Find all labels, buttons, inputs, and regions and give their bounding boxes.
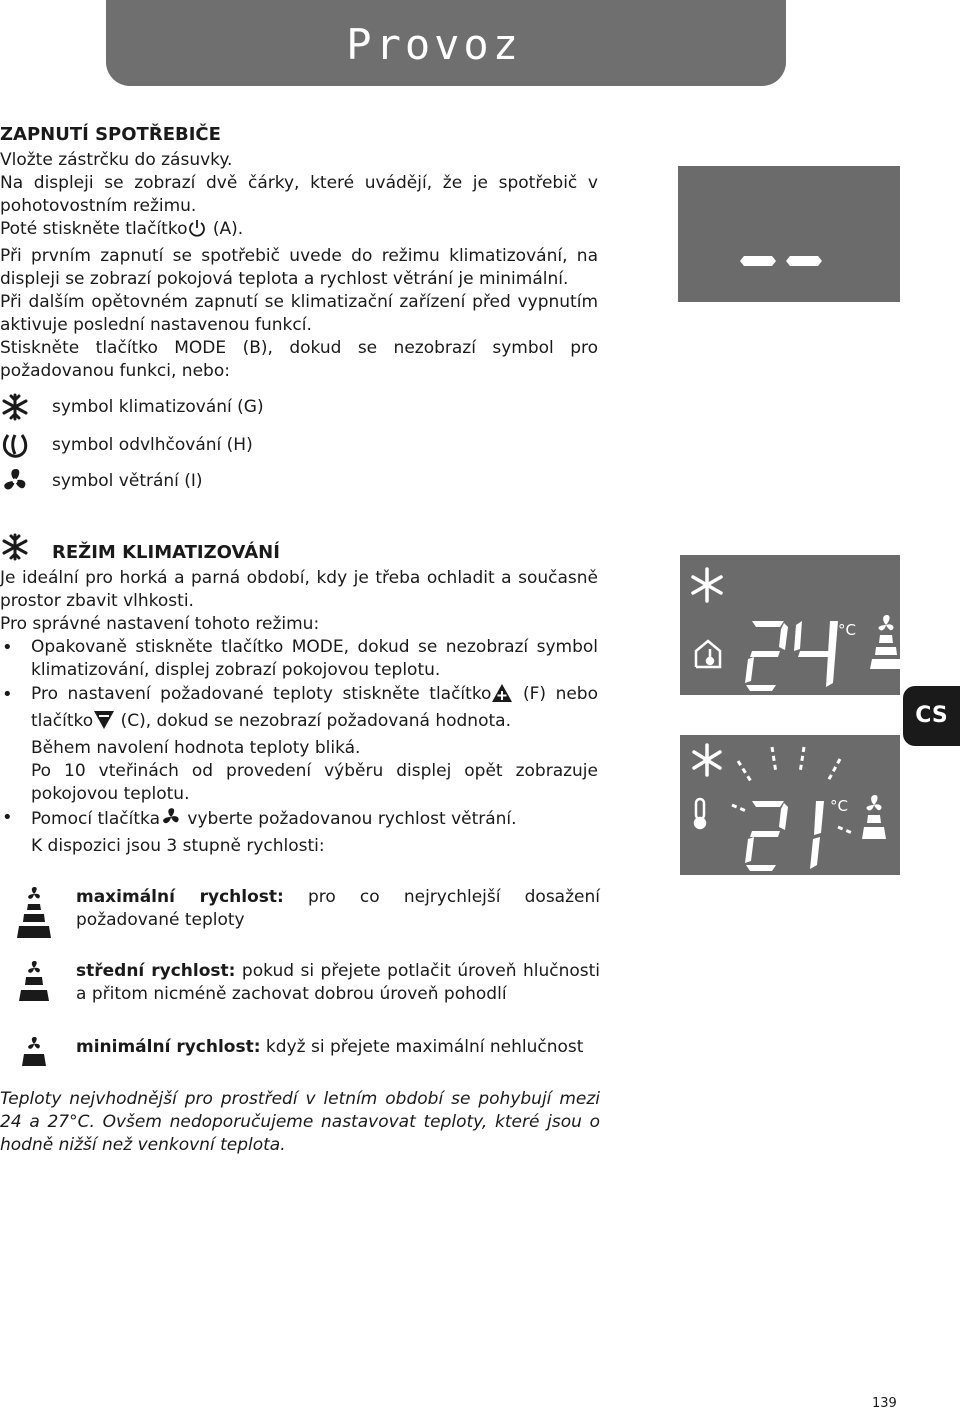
home-thermometer-icon [696, 641, 720, 667]
fan-speed-mid-icon [12, 960, 56, 1011]
minus-button-icon [93, 710, 115, 737]
power-icon [187, 218, 207, 245]
temperature-note: Teploty nejvhodnější pro prostředí v letním období se pohybují mezi 24 a 27°C. Ovšem nedoporučujeme nastavovat teploty, které jsou o hodně nižší než venkovní teplota. [0, 1089, 600, 1155]
speed-description [76, 1036, 600, 1059]
speed-text: když si přejete maximální nehlučnost [260, 1037, 584, 1057]
fan-icon [160, 806, 182, 835]
language-tab: CS [903, 686, 960, 746]
thermometer-icon [695, 799, 705, 828]
plus-button-icon [491, 683, 513, 710]
display-room-temp [680, 555, 900, 695]
page-number: 139 [872, 1396, 897, 1411]
symbol-label: symbol odvlhčování (H) [52, 435, 253, 455]
list-item-text: (F) nebo tlačítko [31, 684, 598, 731]
paragraph-text: (A). [207, 219, 244, 239]
list-item-text: Během navolení hodnota teploty bliká. [31, 738, 361, 758]
section-power-on [0, 122, 598, 383]
header-tab [106, 0, 786, 86]
fan-speed-min-icon [12, 1036, 56, 1079]
list-item-text: Pomocí tlačítka [31, 809, 160, 829]
list-item-text: Po 10 vteřinách od provedení výběru displej opět zobrazuje pokojovou teplotu. [31, 761, 598, 804]
paragraph: Pro správné nastavení tohoto režimu: [0, 614, 320, 634]
list-item-text: K dispozici jsou 3 stupně rychlosti: [31, 836, 325, 856]
snowflake-icon [694, 745, 720, 775]
section-cooling-body [0, 567, 598, 858]
paragraph: Při prvním zapnutí se spotřebič uvede do režimu klimatizování, na displeji se zobrazí pokojová teplota a rychlost větrání je minimální. [0, 246, 598, 289]
paragraph: Stiskněte tlačítko MODE (B), dokud se nezobrazí symbol pro požadovanou funkci, nebo: [0, 338, 598, 381]
speed-text: pokud si přejete potlačit úroveň hlučnosti a přitom nicméně zachovat dobrou úroveň pohodlí [76, 961, 600, 1004]
paragraph: Vložte zástrčku do zásuvky. [0, 150, 233, 170]
display-standby [678, 166, 900, 302]
snowflake-icon [0, 532, 36, 562]
fan-speed-max-icon [12, 886, 56, 949]
list-item: • Opakovaně stiskněte tlačítko MODE, dokud se nezobrazí symbol klimatizování, displej zobrazí pokojovou teplotu. [0, 636, 598, 682]
symbol-label: symbol větrání (I) [52, 471, 203, 491]
unit-label: °C [838, 621, 856, 639]
paragraph: Je ideální pro horká a parná období, kdy je třeba ochladit a současně prostor zbavit vlhkosti. [0, 568, 598, 611]
speed-description [76, 960, 600, 1006]
blink-rays [732, 747, 852, 833]
paragraph: Na displeji se zobrazí dvě čárky, které uvádějí, že je spotřebič v pohotovostním režimu. [0, 173, 598, 216]
list-item-text: Pro nastavení požadované teploty stiskněte tlačítko [31, 684, 492, 704]
seven-segment-digits [745, 801, 824, 871]
paragraph-text: Poté stiskněte tlačítko [0, 219, 188, 239]
paragraph: Při dalším opětovném zapnutí se klimatizační zařízení před vypnutím aktivuje poslední nastavenou funkcí. [0, 292, 598, 335]
unit-label: °C [830, 797, 848, 815]
display-set-temp [680, 735, 900, 875]
speed-text: pro co nejrychlejší dosažení požadované teploty [76, 887, 600, 930]
speed-label: střední rychlost: [76, 961, 236, 981]
section-heading: ZAPNUTÍ SPOTŘEBIČE [0, 124, 221, 145]
snowflake-icon [0, 392, 36, 422]
instruction-list [0, 636, 598, 858]
list-item [0, 806, 598, 858]
fan-speed-max-icon [870, 615, 900, 669]
snowflake-icon [693, 569, 721, 601]
speed-label: minimální rychlost: [76, 1037, 261, 1057]
symbol-label: symbol klimatizování (G) [52, 397, 264, 417]
paragraph [0, 218, 598, 245]
fan-speed-mid-icon [862, 795, 886, 839]
list-item [0, 683, 598, 806]
section-heading: REŽIM KLIMATIZOVÁNÍ [52, 542, 280, 563]
list-item-text: vyberte požadovanou rychlost větrání. [182, 809, 517, 829]
droplet-icon [0, 430, 36, 460]
page-title: Provoz [346, 20, 522, 69]
standby-dashes [678, 166, 900, 302]
list-item-text: (C), dokud se nezobrazí požadovaná hodnota. [115, 711, 511, 731]
seven-segment-digits [745, 621, 838, 691]
speed-label: maximální rychlost: [76, 887, 284, 907]
fan-icon [0, 466, 36, 496]
speed-description [76, 886, 600, 932]
